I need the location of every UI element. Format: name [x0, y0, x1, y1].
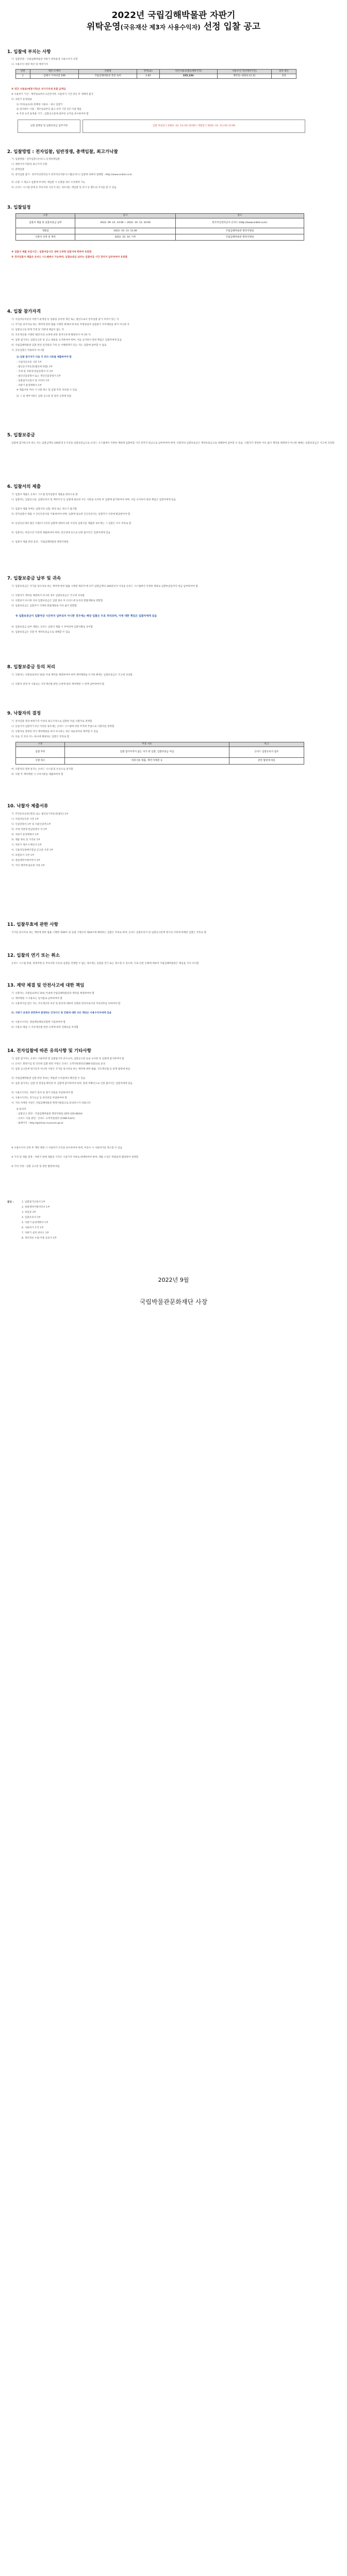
- s1-item-2: 나. 사용수익 대상 재산 및 예정가격: [11, 63, 48, 66]
- section-12-heading: 12. 입찰의 연기 또는 취소: [7, 953, 60, 958]
- s3-note-1: ※ 입찰서 제출 마감시간 : 입찰마감시간 내에 도착한 입찰서에 한하여 유효함: [11, 251, 92, 253]
- section-10-heading: 10. 낙찰자 제출서류: [7, 804, 48, 809]
- table-header: 장소: [176, 214, 304, 218]
- doc-title-line2-c: 선정 입찰 공고: [200, 22, 261, 32]
- s13-line: 바. 사용료 체납 시 국유재산법 관련 규정에 따라 연체료를 부과함: [11, 1026, 78, 1029]
- s15-line: ※ 가격 및 제품 결정 : 자판기 판매 제품의 가격은 시중가격 이하로 판매하여야 하며, 제품 구성은 박물관과 협의하여 결정함: [11, 1156, 139, 1159]
- s8-line: 나. 낙찰자 결정 후 사용료는 국유재산법 관련 규정에 따라 계약체결 시 전액 납부하여야 함: [11, 683, 105, 686]
- table-header: 연간사용료(원)(예정가격): [159, 70, 217, 74]
- section-8-heading: 8. 입찰보증금 등의 처리: [7, 665, 55, 670]
- table-row: [16, 234, 304, 241]
- section-14-heading: 14. 전자입찰에 따른 유의사항 및 기타사항: [7, 1048, 92, 1054]
- s15-line: ※ 기타 사항 : 입찰 공고문 및 관련 법령에 따름: [11, 1165, 60, 1168]
- table-header: 설치 대수: [271, 70, 296, 74]
- section-4-heading: 4. 입찰 참가자격: [7, 309, 41, 314]
- s2-line: 라. 전자입찰 참가 : 한국자산관리공사 전자자산처분시스템(온비드) 입찰에 의하여 집행함 : http://www.onbid.co.kr: [11, 174, 133, 176]
- table-cell: 2022. 10. 13. 11:00: [75, 228, 176, 234]
- s9-note: 바. 낙찰 후 계약체결 시 구비서류를 제출하여야 함: [11, 773, 63, 776]
- s4-sub: - 자판기 운영계획서 1부: [16, 384, 42, 387]
- s6-line: 바. 입찰서는 마감시간 이전에 제출하여야 하며, 전산장애 등으로 인한 불이익은 입찰자에게 있음: [11, 532, 111, 534]
- s9-line: 나. 동일가격 입찰자가 2인 이상일 경우에는 온비드 시스템에 의한 무작위 추첨으로 낙찰자를 결정함: [11, 725, 114, 728]
- s10-line: 라. 국세·지방세 완납증명서 각 1부: [11, 828, 47, 831]
- s15-line: ※ 사용수익자 선정 후 계약 체결 시 사용허가 조건을 준수하여야 하며, 미준수 시 사용허가를 취소할 수 있음: [11, 1147, 123, 1149]
- attach-item: 3. 위임장 1부: [22, 1211, 36, 1214]
- s14-contact: - 입찰공고 관련 : 국립김해박물관 행정지원팀 (055-320-6834): [16, 1113, 82, 1115]
- section-3-heading: 3. 입찰일정: [7, 205, 31, 210]
- table-cell: 국립김해박물관 행정지원팀: [176, 228, 304, 234]
- s2-line: 바. 온비드 시스템 장애 등 부득이한 사유가 있는 경우에는 재입찰 및 연기 등 별도의 조치를 할 수 있음: [11, 187, 117, 189]
- attach-heading: 붙임 :: [7, 1201, 14, 1204]
- s14-contact: - 온비드 이용 관련 : 온비드 고객지원센터 (1588-5321): [16, 1117, 75, 1120]
- s9-line: 가. 전자입찰 결과 예정가격 이상의 최고가격으로 입찰한 자를 낙찰자로 결정함: [11, 720, 92, 723]
- s11-line: 국가를 당사자로 하는 계약에 관한 법률 시행령 제39조 및 동법 시행규칙 제44조에 해당하는 입찰은 무효로 하며, 온비드 입찰유의서 및 입찰공고문에 명시된 사항에 위배된 입찰은 무효로 함: [11, 931, 207, 934]
- s4-sub: ※ 제출서류 미비 시 낙찰 취소 및 입찰 무효 처리될 수 있음: [16, 389, 77, 392]
- s14-line: 나. 온비드 회원가입 및 인터넷 입찰 관련 사항은 온비드 고객지원센터(1588-5321)로 문의: [11, 1063, 106, 1065]
- s1-item-1: 가. 입찰건명 : 국립김해박물관 자판기 위탁운영 사용수익자 선정: [11, 58, 78, 61]
- s5-line: 입찰에 참가하고자 하는 자는 입찰금액의 100분의 5 이상을 입찰보증금으로 온비드 시스템에서 지정한 계좌에 입찰마감 시간 전까지 현금으로 납부하여야 하며, 낙찰자의 입찰보증금은 계약보증금으로 대체하여 납부할 수 있음. 낙찰자가 정당한 이유 없이 계약을 체결하지 아니한 때에는 입찰보증금은 국고에 귀속함: [11, 442, 335, 445]
- table-cell: 2022. 10. 14. 이후: [75, 234, 176, 241]
- s7-emphasis: ※ 입찰보증금이 입찰마감 시간까지 납부되지 아니한 경우에는 해당 입찰은 무효 처리되며, 이에 대한 책임은 입찰자에게 있음: [15, 615, 157, 618]
- section-13-heading: 13. 계약 체결 및 안전사고에 대한 책임: [7, 983, 85, 988]
- s14-line: 다. 입찰 공고문에 명시되지 아니한 사항은 국가를 당사자로 하는 계약에 관한 법률, 국유재산법 등 관계 법령에 따름: [11, 1068, 130, 1071]
- s6-line: 다. 입찰서 제출 후에는 입찰서의 교환, 변경 또는 취소가 불가함: [11, 508, 77, 511]
- s10-line: 차. 청렴계약이행서약서 1부: [11, 859, 41, 862]
- s9-note: 마. 낙찰자의 결정 통지는 온비드 시스템 및 유선으로 통지함: [11, 768, 73, 771]
- s2-line: 나. 예정가격 미만의 최고가격 낙찰: [11, 163, 47, 166]
- doc-title-line2-b: (국유재산 제3자 사용수익자): [120, 24, 201, 31]
- section-5-heading: 5. 입찰보증금: [7, 433, 35, 438]
- s14-line: 가. 입찰 참가자는 온비드 이용약관 및 입찰참가자 준수규칙, 입찰공고문 등을 숙지한 후 입찰에 참가하여야 함: [11, 1058, 124, 1060]
- s14-contact: ※ 문의처: [16, 1108, 26, 1111]
- table-cell: 325,236: [159, 74, 217, 79]
- s7-line: 다. 낙찰되지 아니한 자의 입찰보증금은 입찰 종료 후 온비드에 등록된 환불계좌로 반환함: [11, 600, 103, 602]
- footer-date: 2022년 9월: [158, 1277, 189, 1283]
- s14-line: 마. 입찰 참가자는 입찰 전 현장을 확인한 후 입찰에 참가하여야 하며, 현장 미확인으로 인한 불이익은 입찰자에게 있음: [11, 1082, 133, 1085]
- s10-line: 마. 자판기 운영계획서 1부: [11, 834, 39, 836]
- s4-sub: - 국세 및 지방세 완납증명서 각 1부: [16, 370, 54, 373]
- s4-sub: - 법인인감증명서 또는 개인인감증명서 1부: [16, 375, 61, 378]
- s6-line: 마. 동일인(1개의 법인 포함)이 1건의 입찰에 대하여 2통 이상의 입찰서를 제출한 경우에는 그 입찰은 모두 무효로 함: [11, 522, 131, 525]
- table-cell: 낙찰 취소: [16, 758, 65, 765]
- s7-line: 가. 입찰보증금은 국가를 당사자로 하는 계약에 관한 법률 시행령 제37조에 의거 입찰금액의 100분의 5 이상을 온비드 시스템에서 지정한 계좌로 입찰마감일까지 현금 납부하여야 함: [11, 585, 198, 588]
- table-header-row: [16, 214, 304, 218]
- s14-line: 라. 국립김해박물관 입찰 관련 정보는 박물관 누리집에서 확인할 수 있음: [11, 1077, 86, 1080]
- table-header: 재산 소재지: [30, 70, 79, 74]
- s14-line: 사. 사용수익자는 전기요금 등 관리비를 부담하여야 함: [11, 1097, 67, 1099]
- section-1-heading: 1. 입찰에 부치는 사항: [7, 49, 51, 55]
- table-cell: 낙찰자 선정 및 계약: [16, 234, 75, 241]
- s10-line: 아. 식품자동판매기영업 신고증 사본 1부: [11, 849, 54, 852]
- s7-more: 바. 입찰보증금은 낙찰 후 계약보증금으로 대체할 수 있음: [11, 631, 70, 634]
- section-11-heading: 11. 입찰무효에 관한 사항: [7, 922, 58, 927]
- s4-line: 바. 국립김해박물관 입찰 관련 임직원의 가족 등 이해관계가 있는 자는 입찰에 참여할 수 없음: [11, 344, 107, 347]
- table-cell: 1: [16, 74, 30, 79]
- s2-line: 다. 총액입찰: [11, 168, 25, 171]
- table-header: 일시: [75, 214, 176, 218]
- table-cell: 국립김해박물관 행정지원팀: [176, 234, 304, 241]
- attach-item: 7. 자판기 설치 위치도 1부: [22, 1232, 49, 1234]
- table-header: 건물명: [79, 70, 137, 74]
- table-header: 비고: [229, 742, 304, 747]
- s13-line: 마. 사용수익자는 영업배상책임보험에 가입하여야 함: [11, 1021, 65, 1024]
- table-cell: 국립김해박물관 본관 로비: [79, 74, 137, 79]
- s4-line: 다. 입찰공고일 현재 국세 및 지방세 체납이 없는 자: [11, 329, 64, 331]
- attach-item: 1. 입찰참가신청서 1부: [22, 1201, 45, 1204]
- s3-schedule-table: [15, 213, 304, 241]
- table-cell: 2대: [271, 74, 296, 79]
- table-row: [16, 747, 304, 758]
- s4-sub: - 법인등기부등본(법인에 한함) 1부: [16, 366, 53, 368]
- table-header: 구분: [16, 214, 75, 218]
- s1-subitem-3: ※ 지정 규격 운영용 기기 : 입찰공고문에 첨부된 규격을 준수하여야 함: [16, 113, 89, 115]
- section-7-heading: 7. 입찰보증금 납부 및 귀속: [7, 576, 61, 581]
- s7-line: 나. 낙찰자가 계약을 체결하지 아니한 경우 입찰보증금은 국고에 귀속함: [11, 595, 85, 597]
- s1-note-2: ※ 사용허가 기간 : 계약일로부터 1년간이며, 사용허가 기간 만료 후 재계약 불가: [11, 93, 93, 96]
- s9-line: 라. 다음 각 호의 어느 하나에 해당하는 입찰은 무효로 함: [11, 736, 70, 738]
- s14-contact: - 홈페이지 : http://gimhae.museum.go.kr: [16, 1122, 64, 1125]
- table-cell: 계약일~2023.12.31: [217, 74, 271, 79]
- s7-line: 라. 입찰보증금은 입찰자가 지정한 환불계좌로 이자 없이 반환함: [11, 605, 77, 607]
- doc-title-line1: 2022년 국립김해박물관 자판기: [111, 10, 236, 21]
- table-cell: 개찰일: [16, 228, 75, 234]
- s14-line: 바. 사용수익자는 자판기 설치 및 철거 비용을 부담하여야 함: [11, 1092, 73, 1094]
- s6-line: 나. 입찰자는 입찰공고문, 입찰유의서 및 계약조건 등 입찰에 필요한 모든 사항을 숙지한 후 입찰에 참가하여야 하며, 이를 숙지하지 못한 책임은 입찰자에게 있음: [11, 499, 176, 501]
- attach-item: 2. 청렴계약이행서약서 1부: [22, 1206, 50, 1209]
- s3-note-2: ※ 전자입찰서 제출은 온비드 시스템에서 가능하며, 입찰보증금 납부는 입찰마감 시간 전까지 납부하여야 유효함: [11, 256, 128, 259]
- s13-line: 라. 자판기 운영과 관련하여 발생하는 안전사고 및 민원에 대한 모든 책임은 사용수익자에게 있음: [11, 1012, 112, 1014]
- s4-line: 가. 사업자등록증상 자판기 운영업 등 업종을 등록한 개인 또는 법인으로서 전자입찰 참가 자격이 있는 자: [11, 318, 119, 321]
- table-cell: 입찰서 제출 및 입찰보증금 납부: [16, 218, 75, 228]
- s14-line: 아. 기타 자세한 사항은 국립김해박물관 행정지원팀으로 문의하시기 바랍니다: [11, 1102, 91, 1105]
- table-row: [16, 758, 304, 765]
- s4-line: 나. 국가를 당사자로 하는 계약에 관한 법률 시행령 제76조에 따른 부정당업자 입찰참가 자격제한을 받지 아니한 자: [11, 324, 129, 326]
- s4-sub: - 입찰참가신청서 및 서약서 1부: [16, 380, 49, 382]
- s6-line: 사. 입찰서 제출 관련 문의 : 국립김해박물관 행정지원팀: [11, 541, 69, 544]
- table-header-row: [16, 742, 304, 747]
- footer-org: 국립박물관문화재단 사장: [139, 1298, 208, 1306]
- table-row: [16, 228, 304, 234]
- table-row: [16, 218, 304, 228]
- s4-line: 라. 국유재산법 시행령 제27조의 규정에 의한 결격사유에 해당하지 아니한 자: [11, 334, 91, 336]
- s7-more: 마. 입찰보증금 납부 계좌는 온비드 입찰서 제출 시 부여되며 입찰자별로 상이함: [11, 626, 93, 629]
- table-header: 사용수익기간(계약기간): [217, 70, 271, 74]
- doc-title-line2-a: 위탁운영: [86, 22, 121, 32]
- s1-property-table: [15, 69, 296, 79]
- section-2-heading: 2. 입찰방법 : 전자입찰, 일반경쟁, 총액입찰, 최고가낙찰: [7, 149, 118, 155]
- table-header-row: [16, 70, 296, 74]
- table-header: 면적(㎡): [137, 70, 159, 74]
- s2-line: 가. 입찰방법 : 전자입찰 [온비드] 공개경쟁입찰: [11, 158, 60, 161]
- s4-line: 마. 입찰 참가자는 입찰공고문 및 공고 내용을 숙지하여야 하며, 이를 숙지하지 못한 책임은 입찰자에게 있음: [11, 339, 122, 342]
- s9-invalid-table: [15, 742, 304, 765]
- table-cell: 한국자산관리공사 온비드 (http://www.onbid.co.kr): [176, 218, 304, 228]
- section-9-heading: 9. 낙찰자의 결정: [7, 711, 41, 716]
- s13-line: 나. 계약체결 시 사용료는 일시불로 납부하여야 함: [11, 997, 62, 1000]
- table-header: 무효 사유: [65, 742, 229, 747]
- s1-subitem-2: 2) 설치대수 사용 : 제조일로부터 출고 년차 기준 3년 이내 제품: [16, 108, 81, 111]
- s4-sub: 2) 그 외 세부사항은 입찰 공고문 및 관련 규정에 따름: [16, 395, 72, 398]
- s4-sub: 1) 입찰 참가자가 다음 각 호의 서류를 제출하여야 함: [16, 356, 72, 359]
- s2-line: 마. 유찰 시 재공고 입찰에 부치며, 재입찰 시 유찰될 경우 수의계약 가능: [11, 181, 86, 184]
- attach-item: 4. 입찰유의서 1부: [22, 1216, 41, 1219]
- s6-line: 라. 전자입찰서 제출 시 공인인증서를 이용하여야 하며, 입찰에 필요한 공인인증서는 입찰자가 사전에 발급받아야 함: [11, 513, 130, 516]
- table-row: [16, 74, 296, 79]
- s13-line: 가. 낙찰자는 낙찰일로부터 10일 이내에 국립김해박물관과 계약을 체결하여야 함: [11, 992, 94, 995]
- s4-line: 사. 공동입찰은 허용하지 아니함: [11, 349, 44, 352]
- attach-item: 6. 사용허가 조건 1부: [22, 1227, 44, 1229]
- s12-line: 온비드 시스템 장애, 천재지변 등 부득이한 사유로 입찰을 진행할 수 없는 경우에는 입찰을 연기 또는 취소할 수 있으며, 이로 인한 손해에 대하여 국립김해박물관은 책임을 지지 아니함: [11, 962, 199, 965]
- s4-sub: - 사업자등록증 사본 1부: [16, 361, 42, 364]
- table-cell: 2.82: [137, 74, 159, 79]
- attach-item: 8. 개인정보 수집·이용 동의서 1부: [22, 1237, 57, 1240]
- table-cell: 입찰 무효: [16, 747, 65, 758]
- table-cell: 입찰 참가자격이 없는 자가 한 입찰, 입찰보증금 미납: [65, 747, 229, 758]
- table-header: 연번: [16, 70, 30, 74]
- s1-note-1: ※ 연간 사용료(예정가격)은 부가가치세 포함 금액임: [11, 88, 66, 91]
- s10-line: 나. 사업자등록증 사본 1부: [11, 818, 39, 821]
- s10-line: 가. 주민등록등본(개인) 또는 법인등기부등본(법인) 1부: [11, 813, 69, 816]
- table-header: 구분: [16, 742, 65, 747]
- s6-line: 가. 입찰서 제출은 온비드 시스템 전자입찰서 제출을 원칙으로 함: [11, 494, 78, 496]
- table-cell: 허위서류 제출, 계약 미체결 등: [65, 758, 229, 765]
- s10-line: 사. 자판기 제조사 확인서 1부: [11, 844, 42, 846]
- s10-line: 다. 인감증명서 1부 및 사용인감계 1부: [11, 823, 51, 826]
- section-6-heading: 6. 입찰서의 제출: [7, 484, 41, 489]
- s1-subitem-1: 1) 커피(음료)류 판매의 사용료 : 최고 입찰가: [16, 104, 63, 106]
- s1-box-label: 입찰 집행일 및 입찰보증금 납부기한: [18, 120, 80, 133]
- s10-line: 자. 보험증서 사본 1부: [11, 854, 35, 857]
- s8-line: 가. 낙찰자는 낙찰일로부터 10일 이내 계약을 체결하여야 하며 계약체결을 포기한 때에는 입찰보증금은 국고에 귀속함: [11, 674, 133, 676]
- table-cell: 관련 법령에 따름: [229, 758, 304, 765]
- s9-line: 다. 낙찰자로 결정된 자가 계약체결을 하지 아니하는 경우 차순위자와 계약할 수 있음: [11, 731, 98, 733]
- table-cell: 김해시 가야의길 190: [30, 74, 79, 79]
- s13-line: 다. 사용허가를 받은 자는 국유재산의 보존 및 관리에 대하여 선량한 관리자로서의 주의의무를 다하여야 함: [11, 1003, 121, 1005]
- s1-note-3: 다. 자판기 운영내용: [11, 98, 32, 101]
- s10-line: 카. 기타 계약에 필요한 서류 1부: [11, 865, 45, 867]
- table-cell: 온비드 입찰유의서 참조: [229, 747, 304, 758]
- doc-title-line2: [0, 22, 347, 33]
- s10-line: 바. 제품 목록 및 가격표 1부: [11, 839, 41, 841]
- table-cell: 2022. 09. 23. 14:00 ~ 2022. 10. 13. 10:00: [75, 218, 176, 228]
- s1-box-value: 입찰 마감일시 2022. 10. 13.(목) 10:00 / 개찰일시 2022. 10. 13.(목) 11:00: [82, 120, 305, 133]
- attach-item: 5. 자판기 운영계획서 1부: [22, 1222, 48, 1224]
